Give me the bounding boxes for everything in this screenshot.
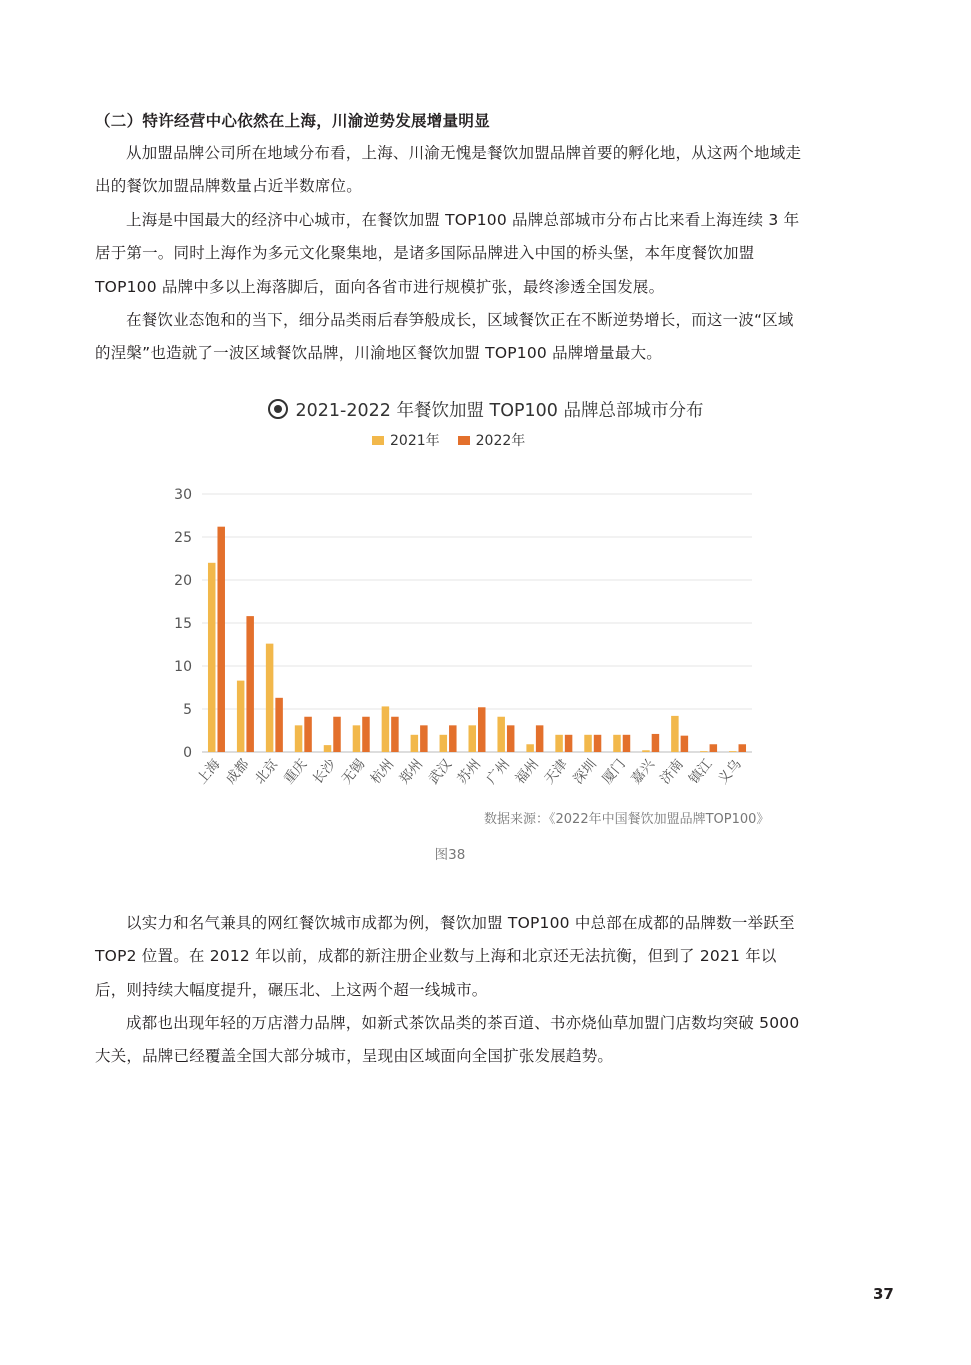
chart-title-text: 2021-2022 年餐饮加盟 TOP100 品牌总部城市分布 [295, 401, 704, 421]
bar-chart [150, 480, 770, 805]
bar-2022 [275, 698, 283, 752]
x-tick-label: 长沙 [309, 756, 340, 788]
x-tick-label: 广州 [483, 756, 514, 788]
bar-2021 [411, 735, 419, 752]
bar-2021 [237, 681, 245, 752]
bar-2021 [526, 744, 534, 752]
target-icon [268, 399, 288, 419]
bar-2021 [555, 735, 563, 752]
y-tick-label: 0 [183, 745, 192, 761]
legend-item-2021 [372, 430, 440, 450]
bar-2022 [652, 734, 660, 752]
y-tick-label: 5 [183, 702, 192, 718]
x-tick-label: 镇江 [686, 756, 716, 788]
bar-2022 [594, 735, 602, 752]
bar-2021 [613, 735, 621, 752]
y-tick-label: 25 [174, 530, 192, 546]
x-tick-label: 成都 [222, 756, 253, 788]
bar-2022 [304, 717, 312, 752]
legend-label: 2022年 [475, 433, 526, 449]
paragraph: 以实力和名气兼具的网红餐饮城市成都为例，餐饮加盟 TOP100 中总部在成都的品牌数一举跃至 TOP2 位置。在 2012 年以前，成都的新注册企业数与上海和北京还无法抗衡，但到了 2021 年以后，则持续大幅度提升，碾压北、上这两个超一线城市。 [95, 914, 795, 999]
x-tick-label: 郑州 [396, 756, 427, 788]
source-note: 数据来源：《2022年中国餐饮加盟品牌TOP100》 [484, 812, 770, 827]
bar-2021 [671, 716, 679, 752]
bar-2022 [739, 744, 747, 752]
x-tick-label: 厦门 [599, 756, 629, 788]
bar-2022 [478, 707, 486, 752]
bar-2022 [681, 736, 689, 752]
y-tick-label: 30 [174, 487, 192, 503]
bar-2022 [623, 735, 631, 752]
x-tick-label: 重庆 [280, 756, 311, 788]
bar-2021 [440, 735, 448, 752]
page-number: 37 [873, 1285, 894, 1303]
x-tick-label: 天津 [541, 756, 571, 788]
x-tick-label: 苏州 [454, 756, 485, 788]
legend-swatch [372, 436, 384, 445]
paragraph: 上海是中国最大的经济中心城市，在餐饮加盟 TOP100 品牌总部城市分布占比来看上海连续 3 年居于第一。同时上海作为多元文化聚集地，是诸多国际品牌进入中国的桥头堡，本年度餐饮加盟 TOP100 品牌中多以上海落脚后，面向各省市进行规模扩张，最终渗透全国发展。 [95, 211, 800, 296]
x-tick-label: 武汉 [425, 756, 456, 788]
bar-2021 [642, 750, 650, 752]
bar-2021 [295, 725, 303, 752]
bar-2022 [333, 717, 341, 752]
bar-2021 [584, 735, 592, 752]
bar-2022 [391, 717, 399, 752]
x-tick-label: 深圳 [570, 756, 600, 788]
legend-label: 2021年 [390, 433, 440, 449]
figure-label: 图38 [434, 847, 466, 863]
paragraph: 在餐饮业态饱和的当下，细分品类雨后春笋般成长，区域餐饮正在不断逆势增长，而这一波“区域的涅槃”也造就了一波区域餐饮品牌，川渝地区餐饮加盟 TOP100 品牌增量最大。 [95, 311, 794, 363]
bar-2021 [469, 725, 477, 752]
bar-2021 [700, 751, 708, 752]
x-tick-label: 济南 [657, 756, 687, 788]
bar-2022 [246, 616, 254, 752]
bar-2022 [217, 527, 225, 752]
y-tick-label: 20 [174, 573, 192, 589]
x-tick-label: 义乌 [714, 756, 745, 788]
chart-legend [372, 430, 525, 450]
legend-item-2022 [458, 430, 526, 450]
y-tick-label: 15 [174, 616, 192, 632]
x-tick-label: 无锡 [338, 756, 369, 788]
x-tick-label: 嘉兴 [628, 756, 658, 788]
bar-2022 [420, 725, 428, 752]
bar-2021 [497, 717, 505, 752]
bar-2021 [266, 644, 274, 752]
paragraph: 从加盟品牌公司所在地域分布看，上海、川渝无愧是餐饮加盟品牌首要的孵化地，从这两个地域走出的餐饮加盟品牌数量占近半数席位。 [95, 144, 802, 196]
bar-2022 [507, 725, 515, 752]
bar-2021 [208, 563, 216, 752]
paragraph: 成都也出现年轻的万店潜力品牌，如新式茶饮品类的茶百道、书亦烧仙草加盟门店数均突破 5000 大关，品牌已经覆盖全国大部分城市，呈现由区域面向全国扩张发展趋势。 [95, 1014, 800, 1066]
bar-2021 [353, 725, 361, 752]
bar-2021 [729, 751, 737, 752]
bar-2022 [565, 735, 573, 752]
legend-swatch [458, 436, 470, 445]
bar-2021 [382, 706, 390, 752]
x-tick-label: 北京 [251, 756, 282, 788]
x-tick-label: 上海 [193, 756, 224, 788]
bar-2022 [536, 725, 544, 752]
y-tick-label: 10 [174, 659, 192, 675]
section-heading: （二）特许经营中心依然在上海，川渝逆势发展增量明显 [95, 112, 491, 130]
bar-2022 [449, 725, 457, 752]
chart-title [0, 397, 971, 422]
x-tick-label: 福州 [512, 756, 542, 788]
bar-2022 [362, 717, 370, 752]
x-tick-label: 杭州 [367, 756, 398, 788]
bar-2022 [710, 744, 718, 752]
bar-2021 [324, 745, 332, 752]
